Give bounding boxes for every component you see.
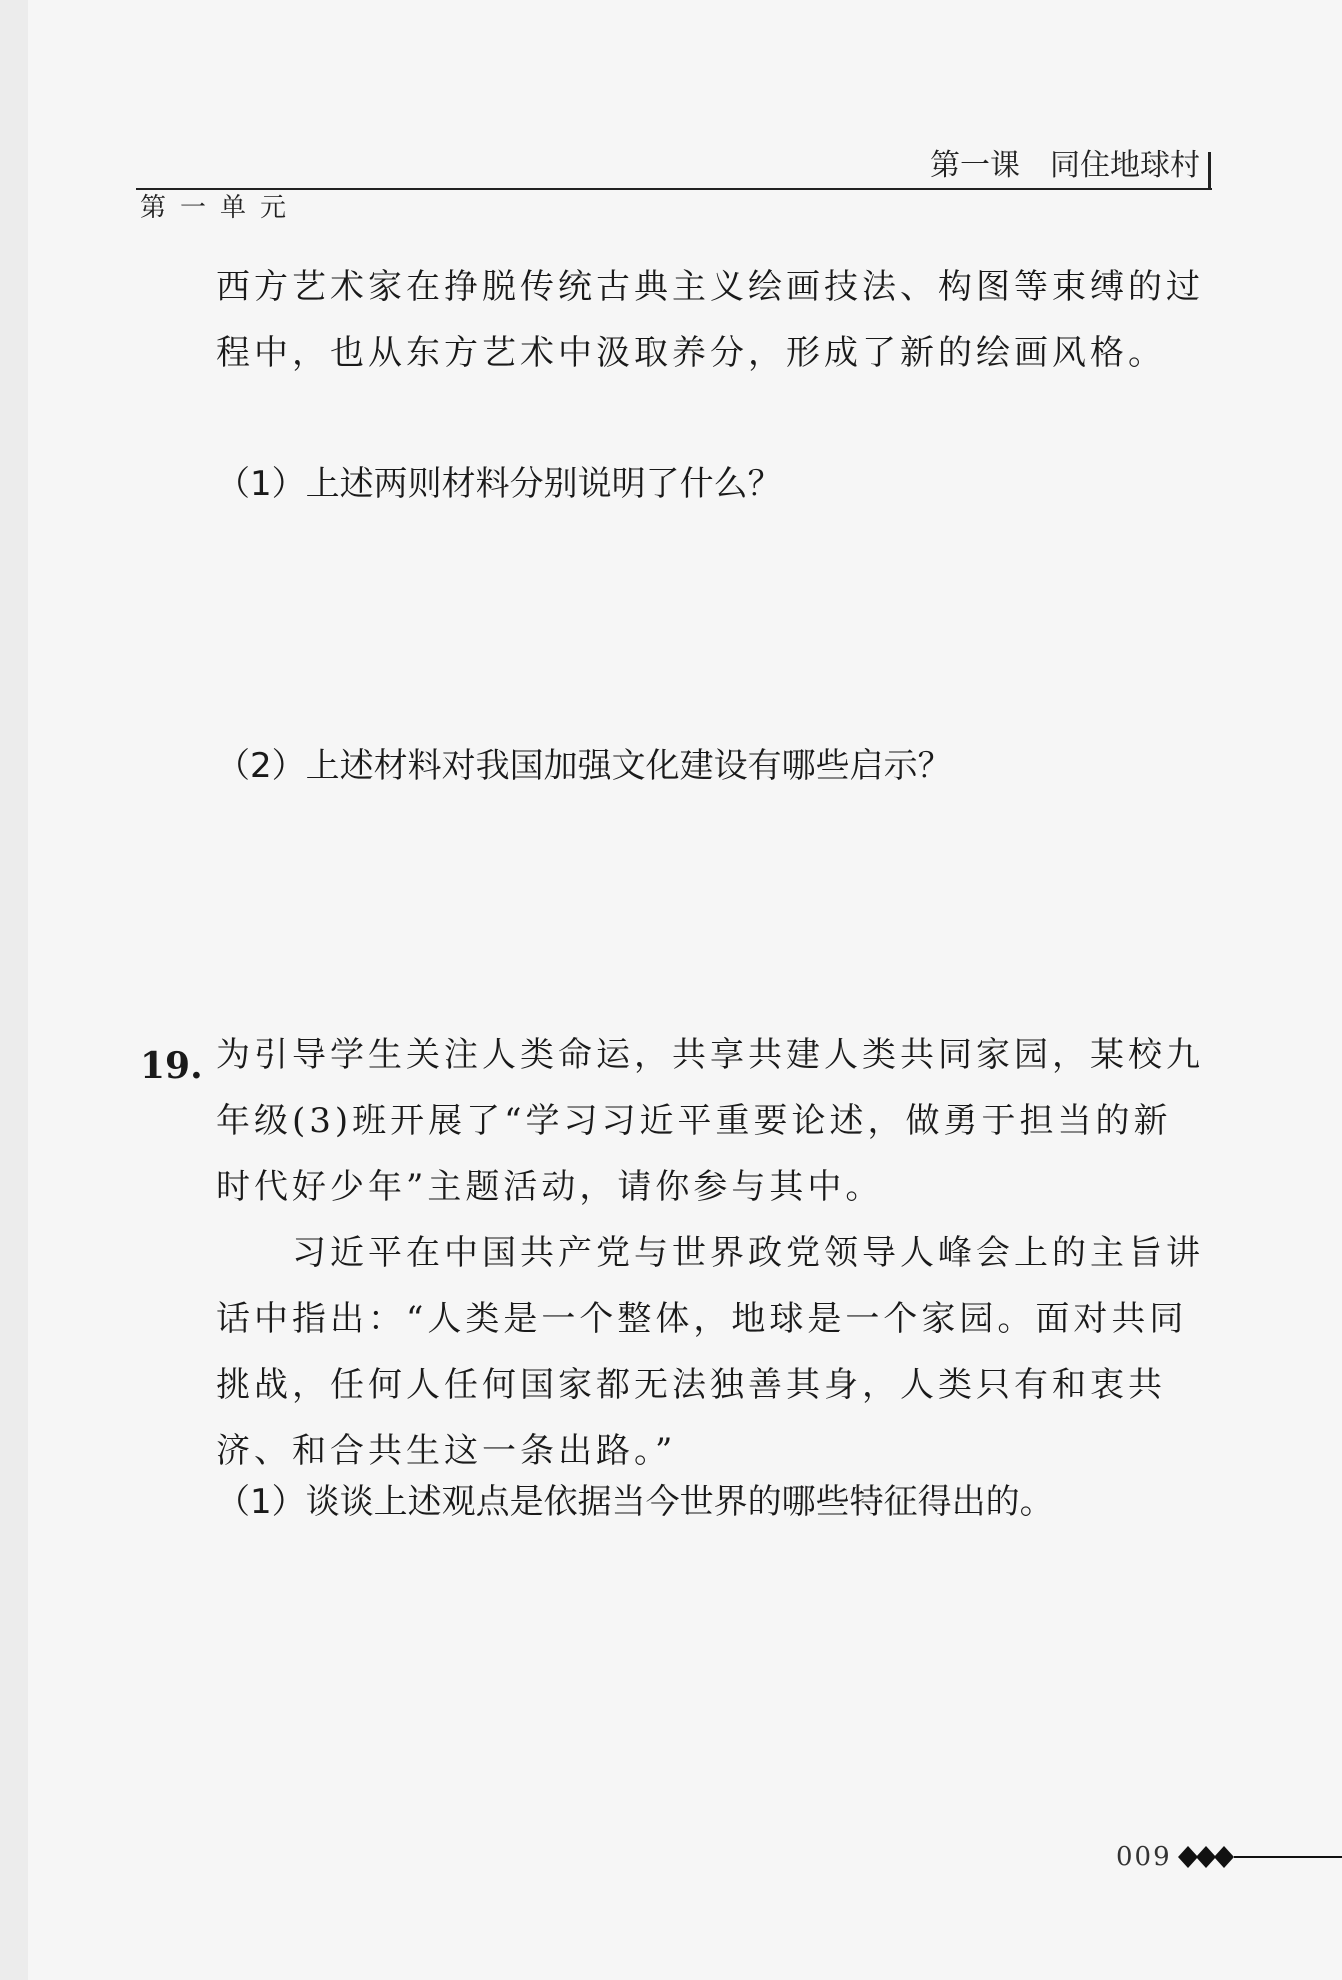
- material-continuation: 西方艺术家在挣脱传统古典主义绘画技法、构图等束缚的过程中，也从东方艺术中汲取养分，形成了新的绘画风格。: [216, 267, 1204, 373]
- three-diamonds-rule-icon: [1178, 1840, 1342, 1874]
- header-tick: [1208, 152, 1211, 190]
- q19-material: 习近平在中国共产党与世界政党领导人峰会上的主旨讲话中指出：“人类是一个整体，地球是一个家园。面对共同挑战，任何人任何国家都无法独善其身，人类只有和衷共济、和合共生这一条出路。”: [216, 1233, 1204, 1471]
- q19-intro: 为引导学生关注人类命运，共享共建人类共同家园，某校九年级(3)班开展了“学习习近平重要论述，做勇于担当的新时代好少年”主题活动，请你参与其中。: [216, 1035, 1204, 1207]
- textbook-page: [28, 0, 1342, 1980]
- q18-subquestion-1: （1）上述两则材料分别说明了什么？: [216, 464, 782, 504]
- unit-label: 第一单元: [140, 193, 301, 223]
- question-number-19: 19.: [140, 1045, 203, 1087]
- lesson-title: 第一课 同住地球村: [930, 148, 1200, 183]
- q18-subquestion-2: （2）上述材料对我国加强文化建设有哪些启示？: [216, 746, 952, 786]
- q19-subquestion-1: （1）谈谈上述观点是依据当今世界的哪些特征得出的。: [216, 1482, 1054, 1522]
- page-number: 009: [1116, 1842, 1172, 1872]
